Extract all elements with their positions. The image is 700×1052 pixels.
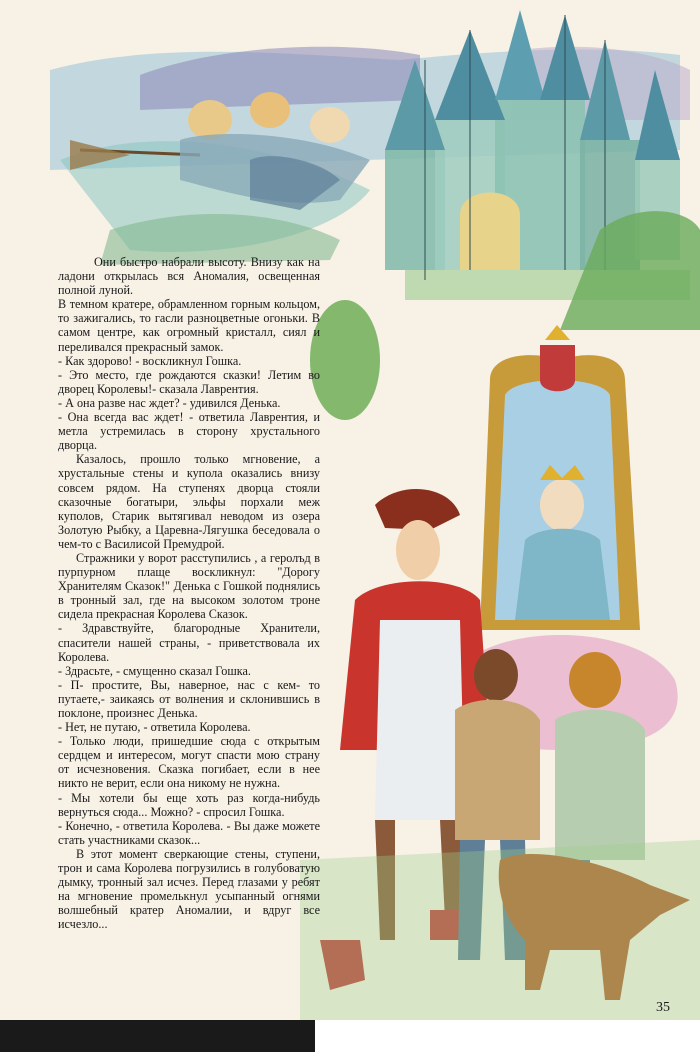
paragraph: В темном кратере, обрамленном горным кольцом, то зажигались, то гасли разноцветные огоньки. В самом центре, как огромный кристалл, сиял и переливался прекрасный замок. xyxy=(58,297,320,354)
royal-crest xyxy=(540,345,575,391)
paragraph: - П- простите, Вы, наверное, нас с кем- то путаете,- заикаясь от волнения и склонившись в поклоне, произнес Денька. xyxy=(58,677,320,720)
paragraph: - А она разве нас ждет? - удивился Денька. xyxy=(58,395,281,410)
paragraph: - Как здорово! - воскликнул Гошка. xyxy=(58,353,242,368)
paragraph: Казалось, прошло только мгновение, а хрустальные стены и купола оказались внизу совсем рядом. На ступенях дворца стояли сказочные богатыри, эльфы порхали меж куполов, Старик вытягивал неводом из озера Золотую Рыбку, а Царевна-Лягушка беседовала о чем-то с Василисой Премудрой. xyxy=(58,452,320,551)
paragraph: Стражники у ворот расступились , а геролъд в пурпурном плаще воскликнул: "Дорогу Хранителям Сказок!" Денька с Гошкой поднялись в тронный зал, где на высоком золотом троне сидела прекрасная Королева Сказок. xyxy=(58,550,320,622)
paragraph: - Только люди, пришедшие сюда с открытым сердцем и интересом, могут спасти мою страну от исчезновения. Сказка погибает, если в нее никто не верит, если она никому не нужна. xyxy=(58,734,320,791)
scan-edge xyxy=(0,1020,700,1052)
paragraph: - Она всегда вас ждет! - ответила Лаврентия, и метла устремилась в сторону хрустального дворца. xyxy=(58,410,320,453)
paragraph: - Здравствуйте, благородные Хранители, спасители нашей страны, - приветствовала их Королева. xyxy=(58,621,320,664)
throne-room-illustration xyxy=(300,300,700,1020)
paragraph: - Нет, не путаю, - ответила Королева. xyxy=(58,720,251,735)
paragraph: - Здрасьте, - смущенно сказал Гошка. xyxy=(58,663,251,678)
paragraph: - Это место, где рождаются сказки! Летим во дворец Королевы!- сказала Лаврентия. xyxy=(58,367,320,396)
paragraph: Они быстро набрали высоту. Внизу как на ладони открылась вся Аномалия, освещенная полной луной. xyxy=(58,255,320,298)
paragraph: - Мы хотели бы еще хоть раз когда-нибудь вернуться сюда... Можно? - спросил Гошка. xyxy=(58,790,320,819)
story-text xyxy=(58,255,320,932)
paragraph: - Конечно, - ответила Королева. - Вы даже можете стать участниками сказок... xyxy=(58,818,320,847)
paragraph: В этот момент сверкающие стены, ступени, трон и сама Королева погрузились в голубоватую дымку, тронный зал исчез. Перед глазами у ребят на мгновение промелькнул усыпанный огнями волшебный кратер Аномалии, и вдруг все исчезло... xyxy=(58,846,320,932)
page-number: 35 xyxy=(656,1000,670,1015)
